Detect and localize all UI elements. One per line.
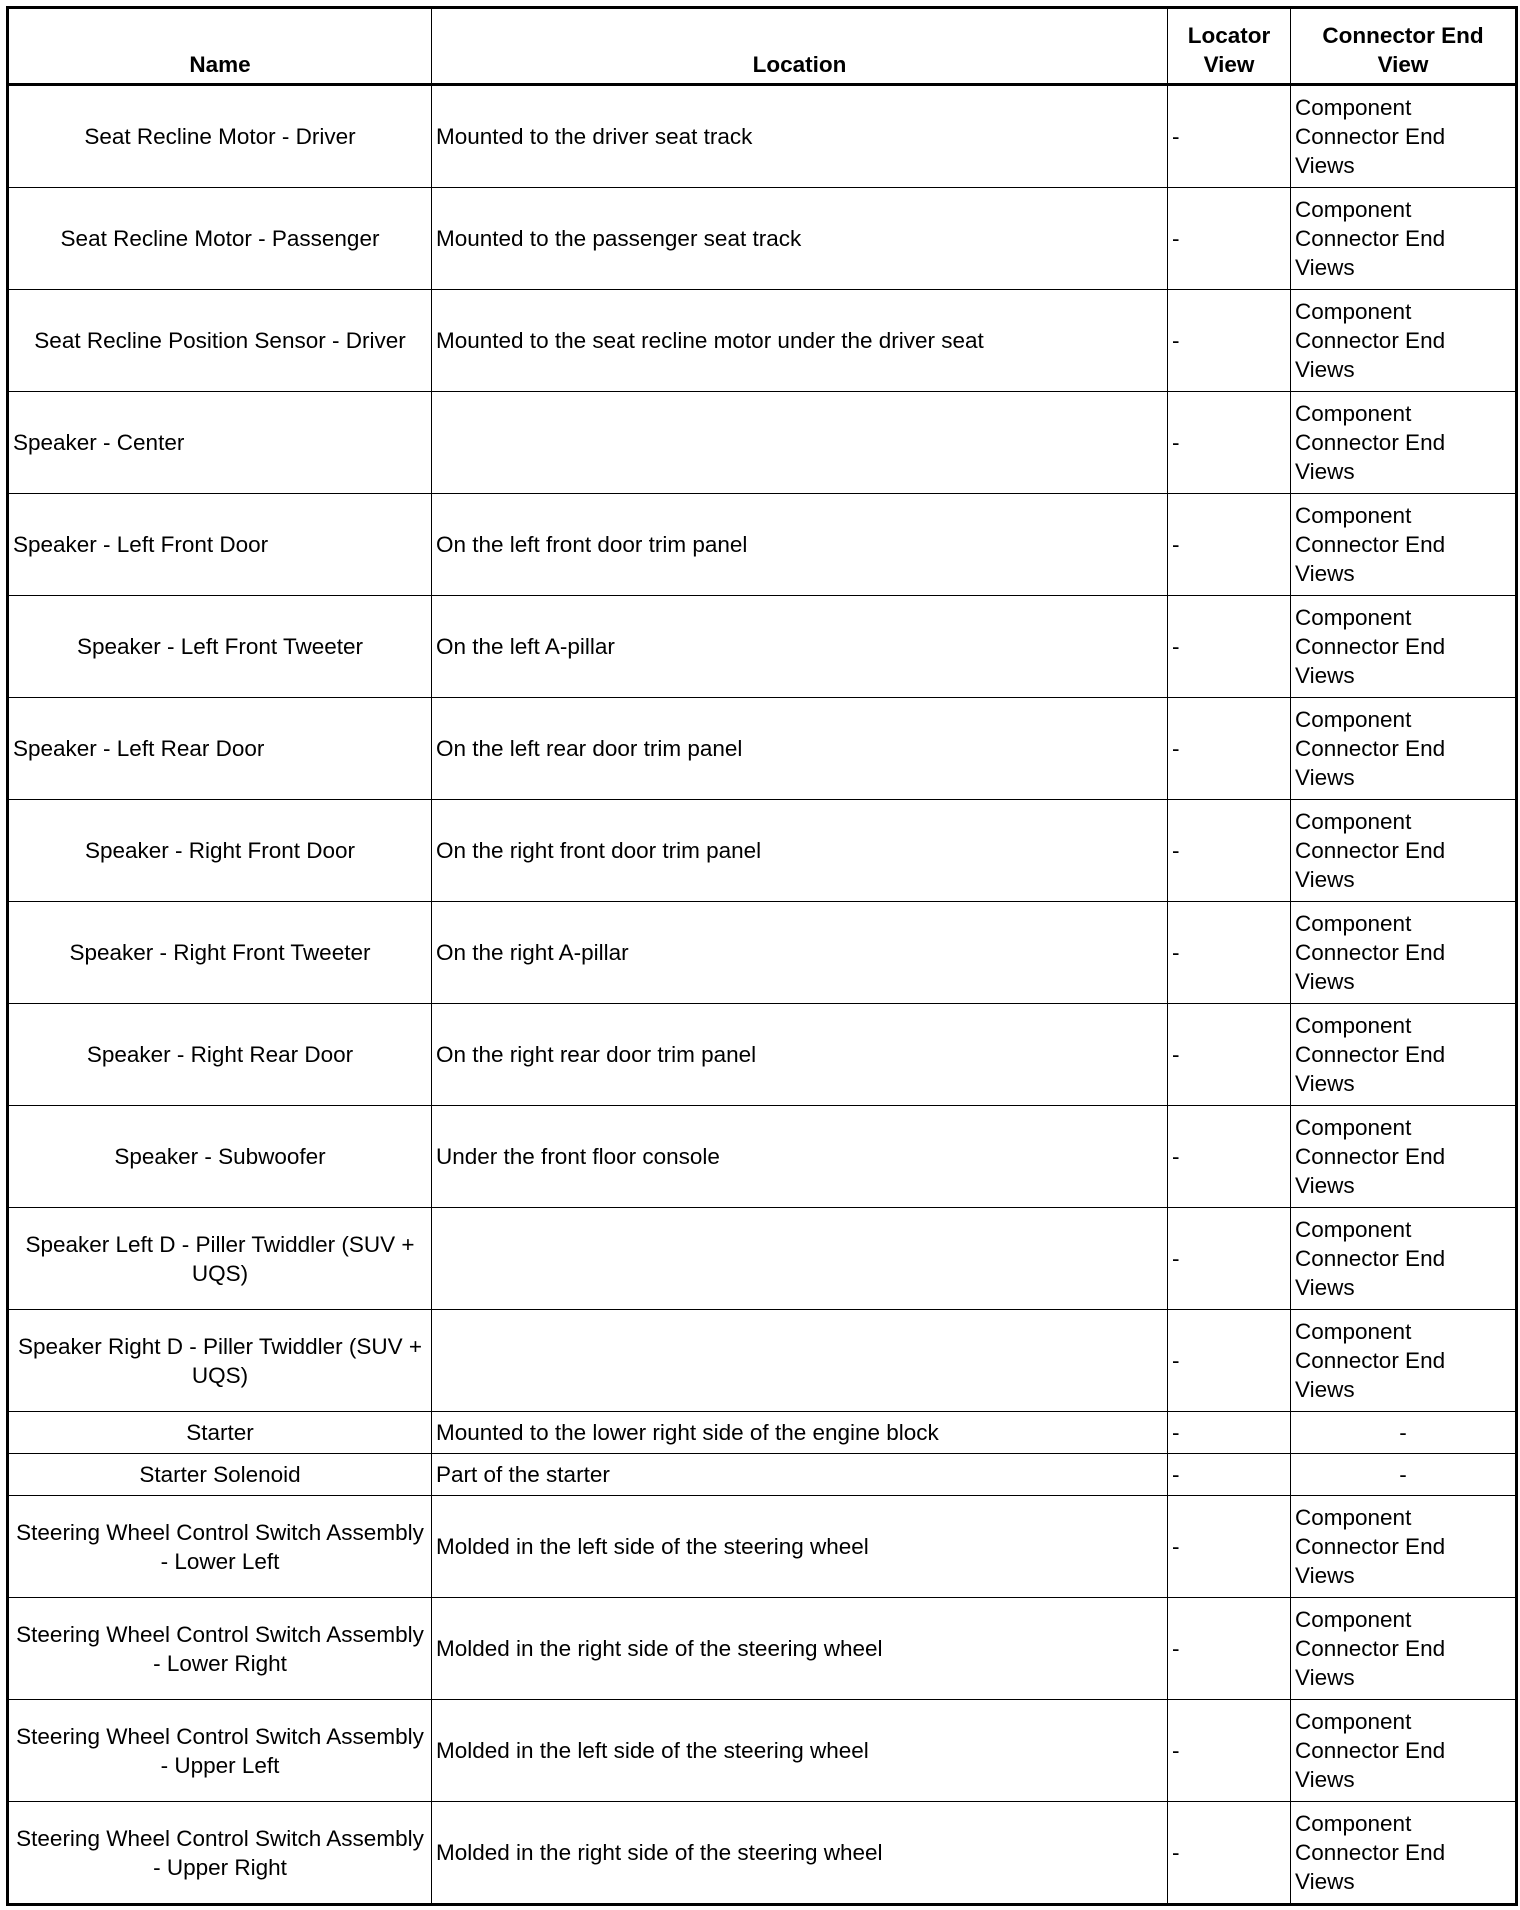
locator-view-cell: - [1168,1700,1291,1802]
connector-end-view-cell: Component Connector End Views [1291,1700,1517,1802]
connector-end-view-cell: Component Connector End Views [1291,1004,1517,1106]
name-cell: Seat Recline Motor - Passenger [8,188,432,290]
connector-end-view-cell: Component Connector End Views [1291,1310,1517,1412]
table-row [8,902,1517,1004]
connector-end-view-cell: - [1291,1454,1517,1496]
name-cell: Speaker Left D - Piller Twiddler (SUV + UQS) [8,1208,432,1310]
locator-view-cell: - [1168,1454,1291,1496]
table-row [8,800,1517,902]
table-row [8,1700,1517,1802]
name-cell: Steering Wheel Control Switch Assembly - Upper Left [8,1700,432,1802]
component-locator-table [6,6,1518,1906]
header-locator-view: Locator View [1168,8,1291,85]
location-cell: Mounted to the passenger seat track [432,188,1168,290]
name-cell: Speaker - Subwoofer [8,1106,432,1208]
name-cell: Starter [8,1412,432,1454]
locator-view-cell: - [1168,85,1291,188]
header-row [8,8,1517,85]
location-cell: Molded in the right side of the steering wheel [432,1802,1168,1905]
name-cell: Speaker Right D - Piller Twiddler (SUV + UQS) [8,1310,432,1412]
connector-end-view-cell: Component Connector End Views [1291,1802,1517,1905]
locator-view-cell: - [1168,392,1291,494]
location-cell: On the right A-pillar [432,902,1168,1004]
location-cell: Molded in the left side of the steering wheel [432,1700,1168,1802]
location-cell [432,1208,1168,1310]
location-cell: On the left A-pillar [432,596,1168,698]
location-cell: On the right front door trim panel [432,800,1168,902]
table-row [8,1310,1517,1412]
table-row [8,1454,1517,1496]
location-cell [432,1310,1168,1412]
location-cell: Molded in the left side of the steering wheel [432,1496,1168,1598]
connector-end-view-cell: Component Connector End Views [1291,290,1517,392]
locator-view-cell: - [1168,1412,1291,1454]
name-cell: Steering Wheel Control Switch Assembly - Lower Right [8,1598,432,1700]
location-cell: Molded in the right side of the steering wheel [432,1598,1168,1700]
locator-view-cell: - [1168,494,1291,596]
name-cell: Speaker - Right Rear Door [8,1004,432,1106]
table-row [8,392,1517,494]
locator-view-cell: - [1168,188,1291,290]
locator-view-cell: - [1168,596,1291,698]
connector-end-view-cell: Component Connector End Views [1291,596,1517,698]
connector-end-view-cell: - [1291,1412,1517,1454]
name-cell: Starter Solenoid [8,1454,432,1496]
table-row [8,85,1517,188]
connector-end-view-cell: Component Connector End Views [1291,188,1517,290]
location-cell [432,392,1168,494]
connector-end-view-cell: Component Connector End Views [1291,1106,1517,1208]
locator-view-cell: - [1168,1208,1291,1310]
table-row [8,1802,1517,1905]
name-cell: Speaker - Left Rear Door [8,698,432,800]
name-cell: Speaker - Left Front Door [8,494,432,596]
name-cell: Steering Wheel Control Switch Assembly - Upper Right [8,1802,432,1905]
connector-end-view-cell: Component Connector End Views [1291,392,1517,494]
name-cell: Speaker - Center [8,392,432,494]
header-connector-end-view: Connector End View [1291,8,1517,85]
table-row [8,1496,1517,1598]
name-cell: Speaker - Right Front Tweeter [8,902,432,1004]
table-row [8,698,1517,800]
locator-view-cell: - [1168,290,1291,392]
table-row [8,1208,1517,1310]
connector-end-view-cell: Component Connector End Views [1291,800,1517,902]
table-row [8,1598,1517,1700]
connector-end-view-cell: Component Connector End Views [1291,494,1517,596]
table-row [8,1412,1517,1454]
locator-view-cell: - [1168,1310,1291,1412]
locator-view-cell: - [1168,902,1291,1004]
name-cell: Speaker - Left Front Tweeter [8,596,432,698]
locator-view-cell: - [1168,1106,1291,1208]
connector-end-view-cell: Component Connector End Views [1291,85,1517,188]
table-row [8,596,1517,698]
locator-view-cell: - [1168,1598,1291,1700]
location-cell: Mounted to the lower right side of the engine block [432,1412,1168,1454]
name-cell: Seat Recline Motor - Driver [8,85,432,188]
name-cell: Seat Recline Position Sensor - Driver [8,290,432,392]
name-cell: Steering Wheel Control Switch Assembly - Lower Left [8,1496,432,1598]
header-name: Name [8,8,432,85]
locator-view-cell: - [1168,1496,1291,1598]
connector-end-view-cell: Component Connector End Views [1291,1208,1517,1310]
location-cell: Under the front floor console [432,1106,1168,1208]
location-cell: On the right rear door trim panel [432,1004,1168,1106]
locator-view-cell: - [1168,698,1291,800]
location-cell: On the left rear door trim panel [432,698,1168,800]
locator-view-cell: - [1168,1004,1291,1106]
location-cell: Mounted to the seat recline motor under the driver seat [432,290,1168,392]
location-cell: Mounted to the driver seat track [432,85,1168,188]
connector-end-view-cell: Component Connector End Views [1291,1598,1517,1700]
name-cell: Speaker - Right Front Door [8,800,432,902]
table-row [8,188,1517,290]
connector-end-view-cell: Component Connector End Views [1291,902,1517,1004]
location-cell: Part of the starter [432,1454,1168,1496]
table-row [8,494,1517,596]
locator-view-cell: - [1168,1802,1291,1905]
table-row [8,1004,1517,1106]
table-row [8,290,1517,392]
connector-end-view-cell: Component Connector End Views [1291,1496,1517,1598]
locator-view-cell: - [1168,800,1291,902]
connector-end-view-cell: Component Connector End Views [1291,698,1517,800]
location-cell: On the left front door trim panel [432,494,1168,596]
header-location: Location [432,8,1168,85]
table-row [8,1106,1517,1208]
